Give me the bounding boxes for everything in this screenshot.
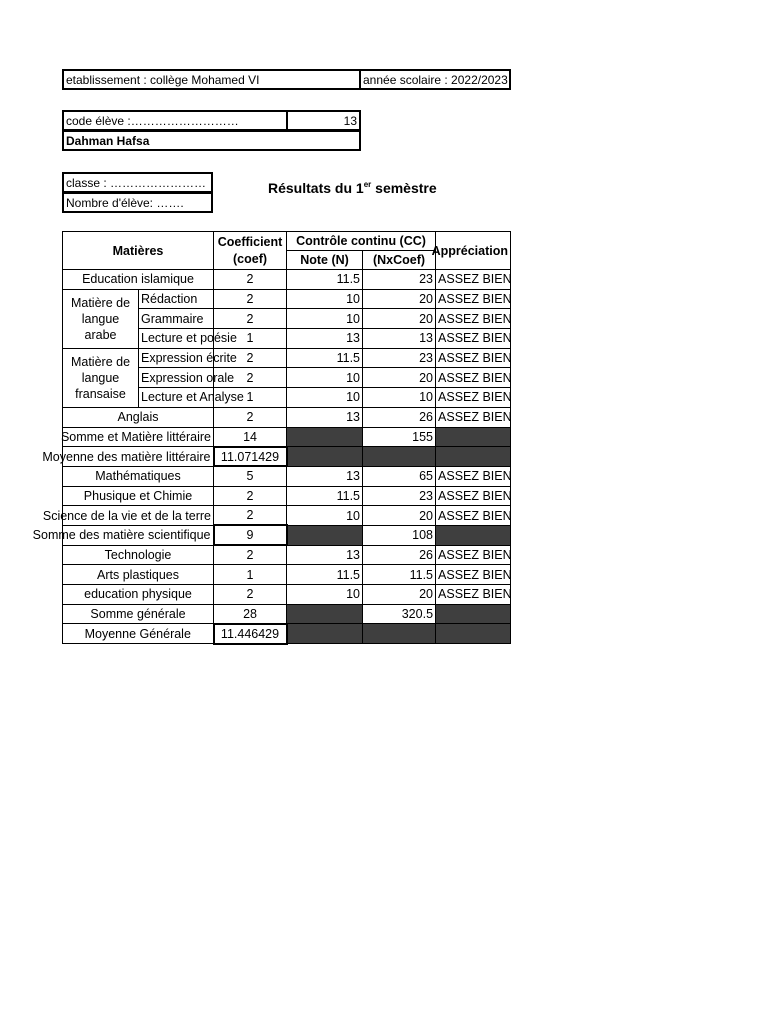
coef-cell: 2 <box>214 407 287 427</box>
nxcoef-cell: 23 <box>363 486 436 506</box>
appreciation-cell: ASSEZ BIEN <box>436 309 511 329</box>
table-row <box>63 545 511 565</box>
subject-cell: Anglais <box>63 407 214 427</box>
nxcoef-cell: 23 <box>363 270 436 290</box>
appreciation-cell: ASSEZ BIEN <box>436 368 511 388</box>
note-cell: 13 <box>287 407 363 427</box>
appreciation-cell: ASSEZ BIEN <box>436 348 511 368</box>
table-row <box>63 466 511 486</box>
subject-cell: Phusique et Chimie <box>63 486 214 506</box>
nxcoef-cell-empty <box>363 624 436 644</box>
note-cell: 11.5 <box>287 348 363 368</box>
nxcoef-cell: 108 <box>363 525 436 545</box>
nxcoef-cell: 20 <box>363 506 436 526</box>
nxcoef-cell: 23 <box>363 348 436 368</box>
table-row <box>63 289 511 309</box>
code-eleve-value: 13 <box>286 110 361 131</box>
note-cell-empty <box>287 427 363 447</box>
header-coefficient <box>214 232 287 270</box>
appreciation-cell: ASSEZ BIEN <box>436 545 511 565</box>
note-cell: 13 <box>287 329 363 349</box>
appreciation-cell-empty <box>436 525 511 545</box>
note-cell: 10 <box>287 506 363 526</box>
grades-table <box>32 231 512 645</box>
note-cell: 10 <box>287 368 363 388</box>
coef-cell: 14 <box>214 427 287 447</box>
coef-cell: 2 <box>214 486 287 506</box>
coef-cell: 1 <box>214 565 287 585</box>
annee-scolaire-field: année scolaire : 2022/2023 <box>359 69 511 90</box>
nxcoef-cell: 320.5 <box>363 604 436 624</box>
subject-cell: Expression écrite <box>139 348 214 368</box>
header-coef-line2: (coef) <box>233 251 268 266</box>
nxcoef-cell: 11.5 <box>363 565 436 585</box>
subject-cell: Rédaction <box>139 289 214 309</box>
table-row <box>63 585 511 605</box>
appreciation-cell: ASSEZ BIEN <box>436 506 511 526</box>
subject-cell: Somme des matière scientifique <box>63 525 214 545</box>
header-coef-line1: Coefficient <box>217 234 283 249</box>
group-langue-arabe: Matière de langue arabe <box>63 289 139 348</box>
coef-cell: 2 <box>214 585 287 605</box>
nxcoef-cell: 26 <box>363 545 436 565</box>
table-row-summary <box>63 525 511 545</box>
appreciation-cell-empty <box>436 447 511 467</box>
nombre-eleve-field: Nombre d'élève: ……. <box>62 192 213 213</box>
subject-cell: Somme et Matière littéraire <box>63 427 214 447</box>
nxcoef-cell: 10 <box>363 388 436 408</box>
header-controle-continu: Contrôle continu (CC) <box>287 232 436 251</box>
appreciation-cell-empty <box>436 427 511 447</box>
note-cell: 11.5 <box>287 565 363 585</box>
subject-cell: Lecture et Analyse <box>139 388 214 408</box>
note-cell: 10 <box>287 388 363 408</box>
subject-cell: education physique <box>63 585 214 605</box>
nxcoef-cell-empty <box>363 447 436 467</box>
appreciation-cell: ASSEZ BIEN <box>436 565 511 585</box>
nxcoef-cell: 65 <box>363 466 436 486</box>
subject-cell: Moyenne Générale <box>63 624 214 644</box>
table-row <box>63 486 511 506</box>
coef-cell: 11.071429 <box>214 447 287 467</box>
table-row <box>63 270 511 290</box>
appreciation-cell-empty <box>436 604 511 624</box>
coef-cell: 2 <box>214 289 287 309</box>
header-appreciation: Appréciation <box>436 232 511 270</box>
table-row <box>63 565 511 585</box>
coef-cell: 28 <box>214 604 287 624</box>
header-nxcoef: (NxCoef) <box>363 251 436 270</box>
subject-cell: Arts plastiques <box>63 565 214 585</box>
appreciation-cell: ASSEZ BIEN <box>436 407 511 427</box>
coef-cell: 9 <box>214 525 287 545</box>
note-cell-empty <box>287 604 363 624</box>
note-cell: 13 <box>287 545 363 565</box>
nxcoef-cell: 155 <box>363 427 436 447</box>
appreciation-cell: ASSEZ BIEN <box>436 486 511 506</box>
coef-cell: 1 <box>214 388 287 408</box>
coef-cell: 2 <box>214 368 287 388</box>
subject-cell: Somme générale <box>63 604 214 624</box>
coef-cell: 2 <box>214 309 287 329</box>
nxcoef-cell: 26 <box>363 407 436 427</box>
note-cell: 11.5 <box>287 270 363 290</box>
header-note: Note (N) <box>287 251 363 270</box>
coef-cell: 2 <box>214 348 287 368</box>
note-cell: 11.5 <box>287 486 363 506</box>
appreciation-cell: ASSEZ BIEN <box>436 329 511 349</box>
note-cell: 13 <box>287 466 363 486</box>
etablissement-field: etablissement : collège Mohamed VI <box>62 69 361 90</box>
subject-cell: Mathématiques <box>63 466 214 486</box>
table-row-summary <box>63 604 511 624</box>
subject-cell: Education islamique <box>63 270 214 290</box>
appreciation-cell: ASSEZ BIEN <box>436 388 511 408</box>
table-header-row <box>63 232 511 251</box>
coef-cell: 2 <box>214 270 287 290</box>
appreciation-cell: ASSEZ BIEN <box>436 289 511 309</box>
code-eleve-label: code élève :……………………… <box>62 110 288 131</box>
table-row-summary <box>63 427 511 447</box>
note-cell: 10 <box>287 309 363 329</box>
note-cell: 10 <box>287 585 363 605</box>
subject-cell: Lecture et poésie <box>139 329 214 349</box>
nxcoef-cell: 13 <box>363 329 436 349</box>
coef-cell: 2 <box>214 545 287 565</box>
subject-cell: Moyenne des matière littéraire <box>63 447 214 467</box>
appreciation-cell: ASSEZ BIEN <box>436 466 511 486</box>
table-row-summary <box>63 624 511 644</box>
appreciation-cell-empty <box>436 624 511 644</box>
note-cell-empty <box>287 624 363 644</box>
group-langue-francaise: Matière de langue fransaise <box>63 348 139 407</box>
note-cell: 10 <box>287 289 363 309</box>
table-row-summary <box>63 447 511 467</box>
table-row <box>63 407 511 427</box>
table-row <box>63 506 511 526</box>
coef-cell: 5 <box>214 466 287 486</box>
subject-cell: Technologie <box>63 545 214 565</box>
coef-cell: 1 <box>214 329 287 349</box>
note-cell-empty <box>287 525 363 545</box>
coef-cell: 2 <box>214 506 287 526</box>
nxcoef-cell: 20 <box>363 368 436 388</box>
header-matieres: Matières <box>63 232 214 270</box>
appreciation-cell: ASSEZ BIEN <box>436 585 511 605</box>
subject-cell: Grammaire <box>139 309 214 329</box>
coef-cell: 11.446429 <box>214 624 287 644</box>
classe-field: classe : …………………… <box>62 172 213 193</box>
page-title: Résultats du 1er semèstre <box>268 180 437 196</box>
subject-cell: Science de la vie et de la terre <box>63 506 214 526</box>
student-name: Dahman Hafsa <box>62 130 361 151</box>
nxcoef-cell: 20 <box>363 585 436 605</box>
nxcoef-cell: 20 <box>363 309 436 329</box>
nxcoef-cell: 20 <box>363 289 436 309</box>
subject-cell: Expression orale <box>139 368 214 388</box>
table-row <box>63 348 511 368</box>
appreciation-cell: ASSEZ BIEN <box>436 270 511 290</box>
note-cell-empty <box>287 447 363 467</box>
